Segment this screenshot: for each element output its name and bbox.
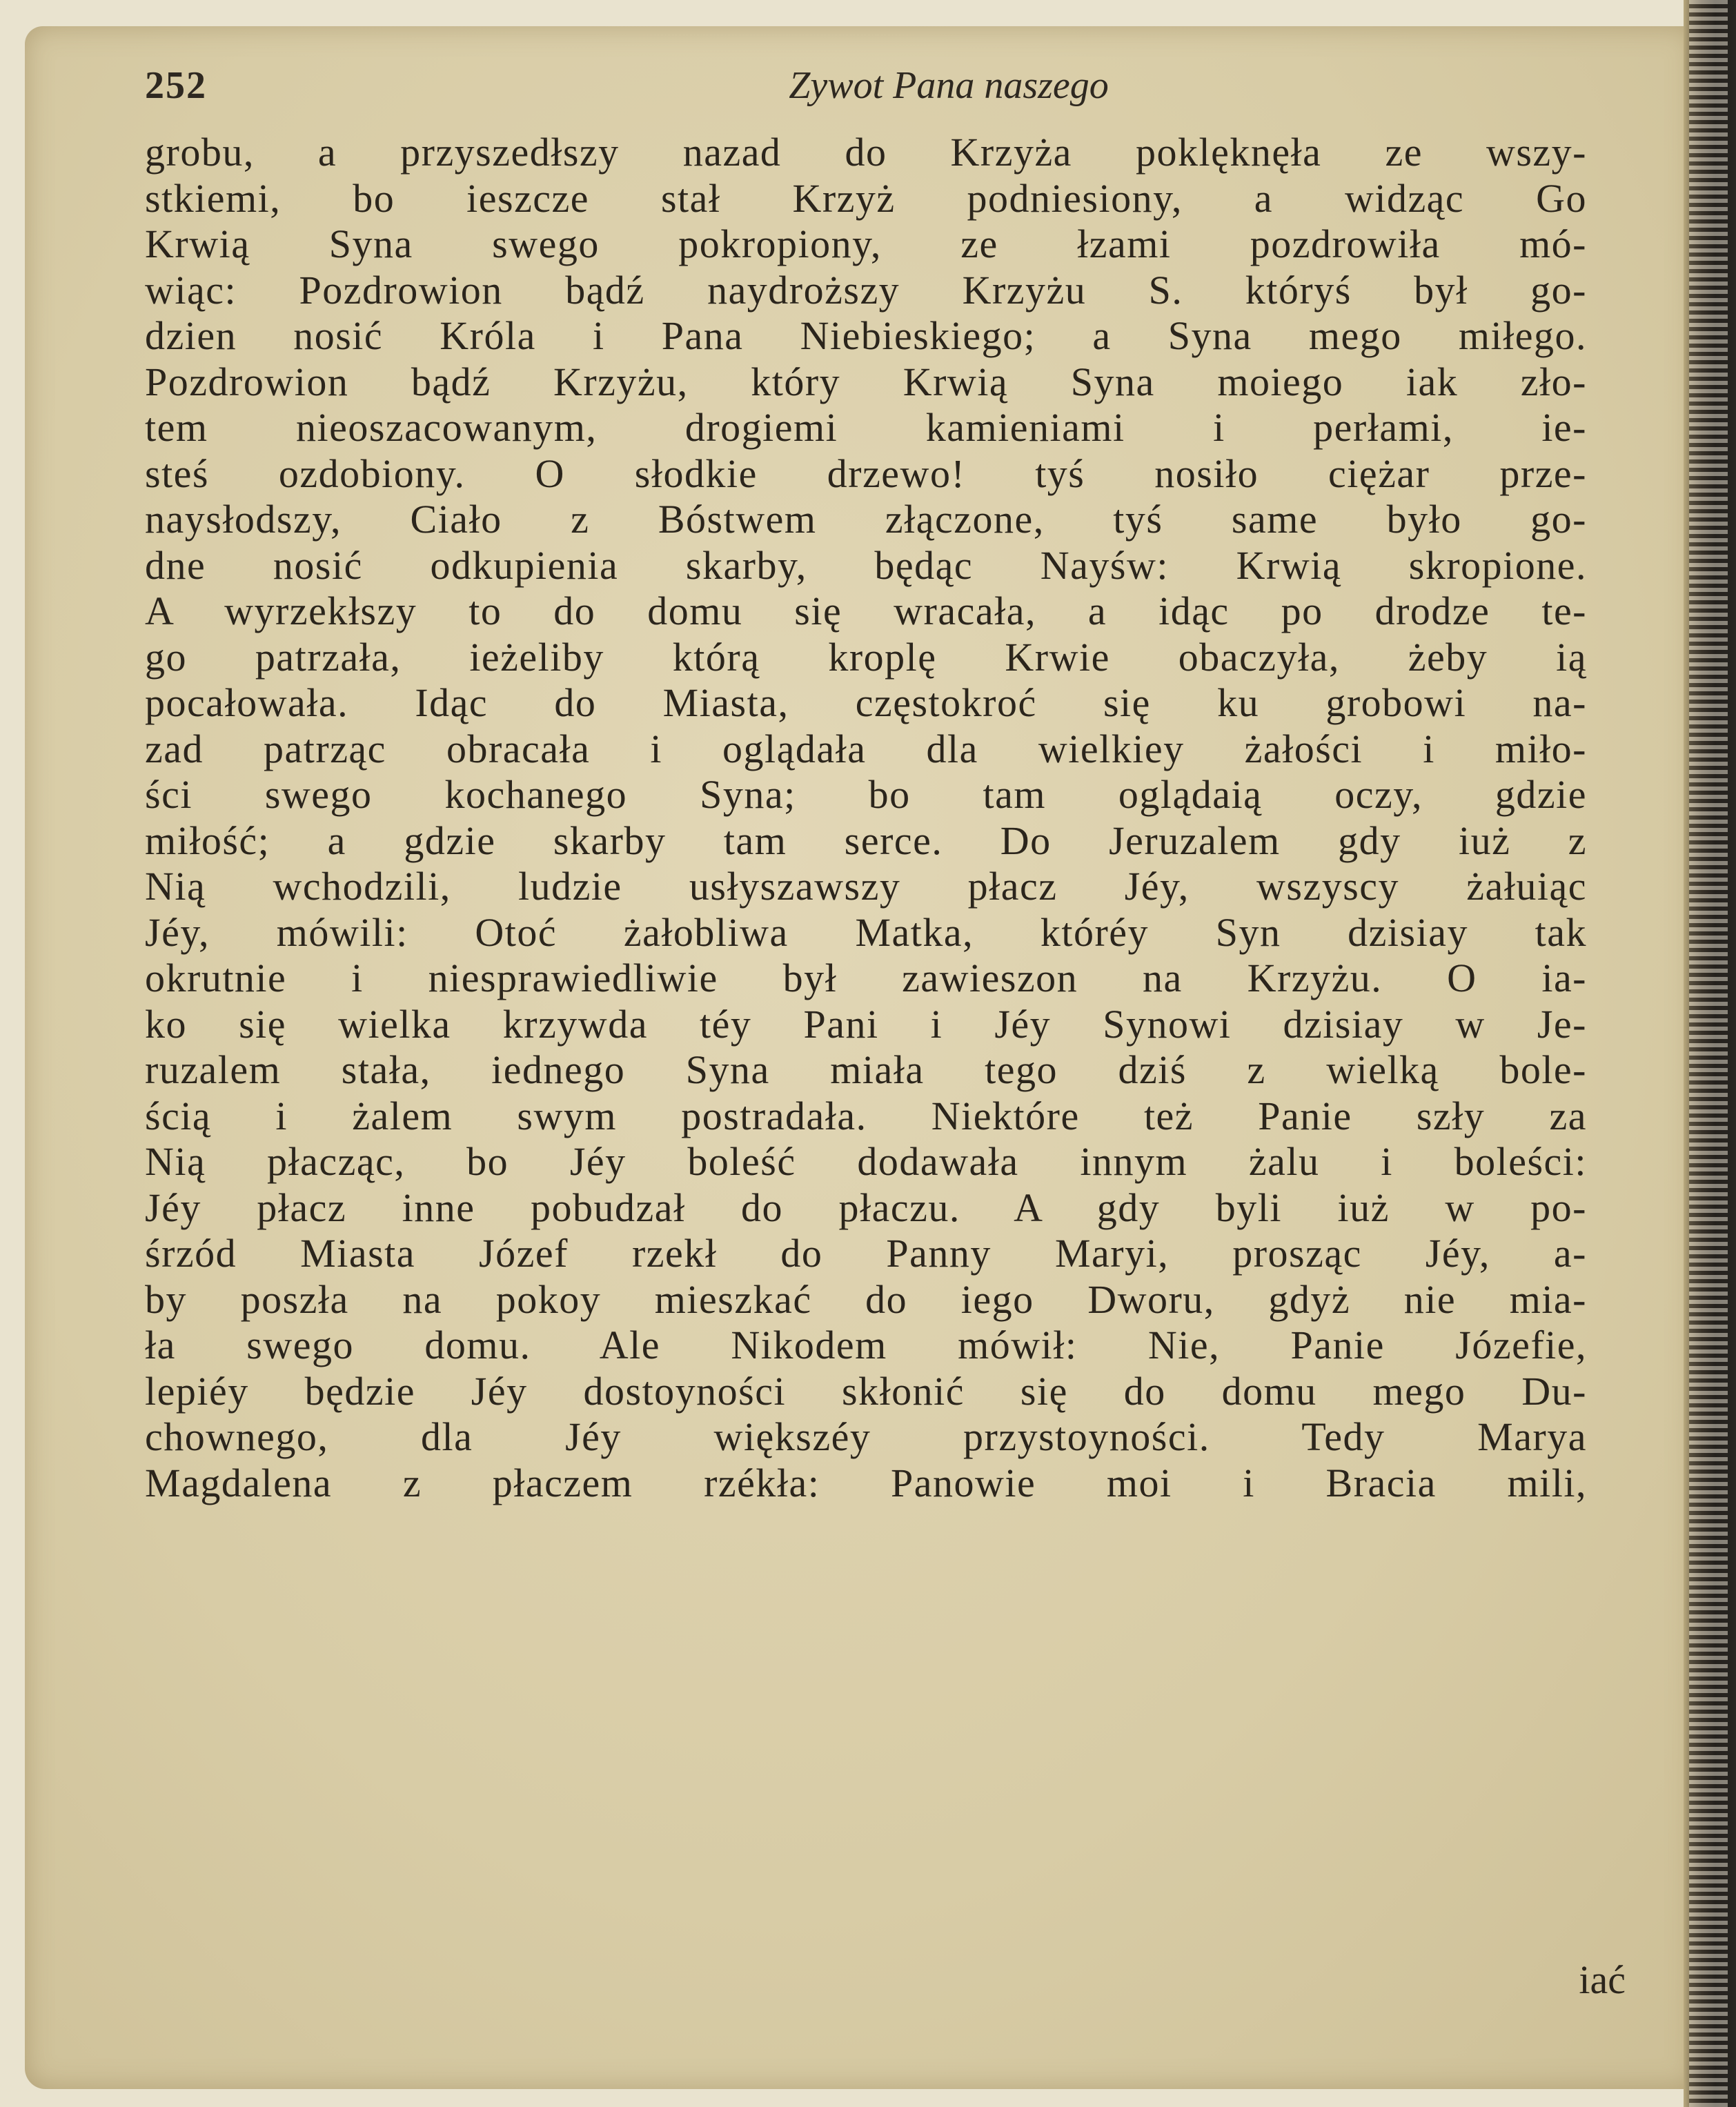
text-line: steś ozdobiony. O słodkie drzewo! tyś nosiło ciężar prze- [145,451,1587,496]
text-line: Krwią Syna swego pokropiony, ze łzami pozdrowiła mó- [145,221,1587,266]
text-line: ści swego kochanego Syna; bo tam oglądaią oczy, gdzie [145,772,1587,817]
text-line: Magdalena z płaczem rzékła: Panowie moi i Bracia mili, [145,1460,1587,1505]
text-line: zad patrząc obracała i oglądała dla wielkiey żałości i miło- [145,726,1587,771]
running-head [145,63,1628,119]
text-line: chownego, dla Jéy większéy przystoyności. Tedy Marya [145,1414,1587,1459]
text-line: Pozdrowion bądź Krzyżu, który Krwią Syna moiego iak zło- [145,359,1587,404]
text-line: Jéy, mówili: Otoć żałobliwa Matka, któréy Syn dzisiay tak [145,909,1587,955]
body-text [145,130,1587,1506]
text-line: Nią płacząc, bo Jéy boleść dodawała innym żalu i boleści: [145,1139,1587,1184]
text-line: by poszła na pokoy mieszkać do iego Dworu, gdyż nie mia- [145,1276,1587,1322]
text-line: miłość; a gdzie skarby tam serce. Do Jeruzalem gdy iuż z [145,818,1587,863]
text-line: Nią wchodzili, ludzie usłyszawszy płacz Jéy, wszyscy żałuiąc [145,864,1587,909]
text-line: stkiemi, bo ieszcze stał Krzyż podniesiony, a widząc Go [145,175,1587,221]
text-line: pocałowała. Idąc do Miasta, częstokroć się ku grobowi na- [145,680,1587,725]
text-line: wiąc: Pozdrowion bądź naydroższy Krzyżu S. któryś był go- [145,267,1587,313]
text-line: ścią i żalem swym postradała. Niektóre też Panie szły za [145,1093,1587,1138]
text-line: dne nosić odkupienia skarby, będąc Nayśw: Krwią skropione. [145,542,1587,588]
text-line: grobu, a przyszedłszy nazad do Krzyża poklęknęła ze wszy- [145,130,1587,175]
calibration-strip [1689,0,1728,2107]
text-line: go patrzała, ieżeliby którą kroplę Krwie obaczyła, żeby ią [145,634,1587,680]
text-line: Jéy płacz inne pobudzał do płaczu. A gdy byli iuż w po- [145,1185,1587,1230]
text-line: ła swego domu. Ale Nikodem mówił: Nie, Panie Józefie, [145,1323,1587,1367]
text-line: śrzód Miasta Józef rzekł do Panny Maryi, prosząc Jéy, a- [145,1231,1587,1276]
text-line: okrutnie i niesprawiedliwie był zawieszon na Krzyżu. O ia- [145,956,1587,1000]
text-line: dzien nosić Króla i Pana Niebieskiego; a Syna mego miłego. [145,313,1587,358]
text-line: A wyrzekłszy to do domu się wracała, a idąc po drodze te- [145,588,1587,633]
text-line: naysłodszy, Ciało z Bóstwem złączone, tyś same było go- [145,497,1587,542]
text-line: ruzalem stała, iednego Syna miała tego dziś z wielką bole- [145,1047,1587,1092]
text-line: lepiéy będzie Jéy dostoyności skłonić się do domu mego Du- [145,1368,1587,1414]
page-title: Zywot Pana naszego [789,64,1109,107]
page-number: 252 [145,64,207,107]
catchword: iać [1579,1957,1626,2002]
text-line: ko się wielka krzywda téy Pani i Jéy Synowi dzisiay w Je- [145,1001,1587,1047]
text-line: tem nieoszacowanym, drogiemi kamieniami i perłami, ie- [145,405,1587,450]
